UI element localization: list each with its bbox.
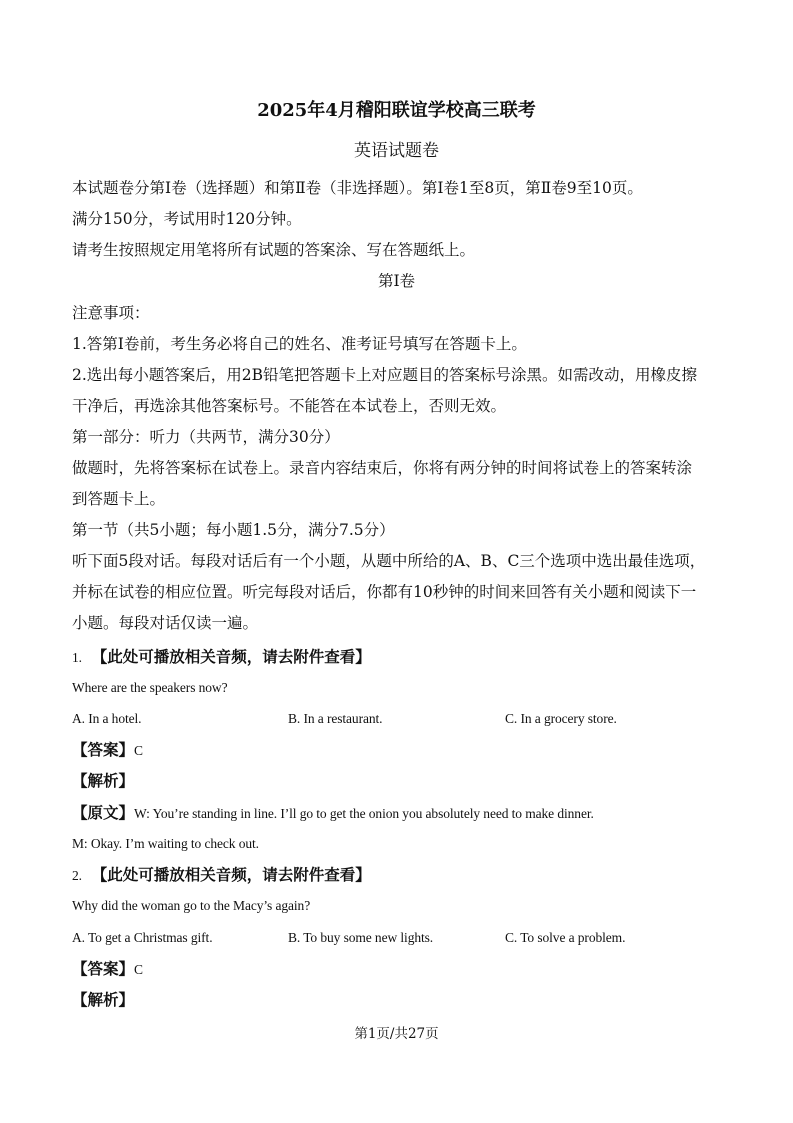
question-1-text: Where are the speakers now?: [72, 680, 228, 695]
question-1-transcript-line-1: [72, 803, 594, 824]
exam-title: 2025年4月稽阳联谊学校高三联考: [257, 100, 536, 121]
question-2-option-c: C. To solve a problem.: [505, 930, 626, 945]
question-2-text: Why did the woman go to the Macy’s again?: [72, 898, 311, 913]
question-2-answer: [72, 959, 143, 980]
intro-line-2: 满分150分，考试用时120分钟。: [72, 210, 302, 228]
question-2-header: [72, 865, 371, 886]
audio-note: 【此处可播放相关音频，请去附件查看】: [91, 647, 371, 666]
volume-heading: 第Ⅰ卷: [377, 272, 416, 290]
exam-subtitle: 英语试题卷: [354, 141, 439, 161]
part1-desc-line-1: 做题时，先将答案标在试卷上。录音内容结束后，你将有两分钟的时间将试卷上的答案转涂: [72, 459, 693, 477]
transcript-text: W: You’re standing in line. I’ll go to get the onion you absolutely need to make dinner.: [134, 806, 594, 821]
question-1-header: [72, 647, 371, 668]
question-1-option-b: B. In a restaurant.: [288, 711, 383, 726]
section1-heading: 第一节（共5小题；每小题1.5分，满分7.5分）: [72, 521, 395, 539]
section1-desc-line-1: 听下面5段对话。每段对话后有一个小题，从题中所给的A、B、C三个选项中选出最佳选项，: [72, 552, 706, 570]
part1-heading: 第一部分：听力（共两节，满分30分）: [72, 428, 340, 446]
page-footer: 第1页/共27页: [354, 1026, 439, 1042]
answer-label: 【答案】: [72, 740, 135, 759]
question-number: 1.: [72, 650, 82, 665]
question-1-option-c: C. In a grocery store.: [505, 711, 617, 726]
question-1-transcript-line-2: M: Okay. I’m waiting to check out.: [72, 836, 259, 851]
question-number: 2.: [72, 868, 82, 883]
transcript-label: 【原文】: [72, 803, 135, 822]
section1-desc-line-2: 并标在试卷的相应位置。听完每段对话后，你都有10秒钟的时间来回答有关小题和阅读下一: [72, 583, 697, 601]
question-1-analysis-label: 【解析】: [72, 771, 135, 790]
notes-item-1: 1.答第Ⅰ卷前，考生务必将自己的姓名、准考证号填写在答题卡上。: [72, 335, 527, 353]
section1-desc-line-3: 小题。每段对话仅读一遍。: [72, 614, 259, 632]
notes-item-2-line-1: 2.选出每小题答案后，用2B铅笔把答题卡上对应题目的答案标号涂黑。如需改动，用橡皮擦: [72, 366, 698, 384]
answer-label: 【答案】: [72, 959, 135, 978]
notes-heading: 注意事项：: [72, 304, 150, 322]
question-2-option-a: A. To get a Christmas gift.: [72, 930, 213, 945]
intro-line-3: 请考生按照规定用笔将所有试题的答案涂、写在答题纸上。: [72, 241, 476, 259]
question-2-option-b: B. To buy some new lights.: [288, 930, 434, 945]
question-1-answer: [72, 740, 143, 761]
notes-item-2-line-2: 干净后，再选涂其他答案标号。不能答在本试卷上，否则无效。: [72, 397, 507, 415]
intro-line-1: 本试题卷分第Ⅰ卷（选择题）和第Ⅱ卷（非选择题）。第Ⅰ卷1至8页，第Ⅱ卷9至10页。: [72, 179, 643, 197]
part1-desc-line-2: 到答题卡上。: [72, 490, 166, 508]
question-2-analysis-label: 【解析】: [72, 990, 135, 1009]
audio-note: 【此处可播放相关音频，请去附件查看】: [91, 865, 371, 884]
answer-value: C: [134, 962, 143, 977]
question-1-option-a: A. In a hotel.: [72, 711, 142, 726]
answer-value: C: [134, 743, 143, 758]
